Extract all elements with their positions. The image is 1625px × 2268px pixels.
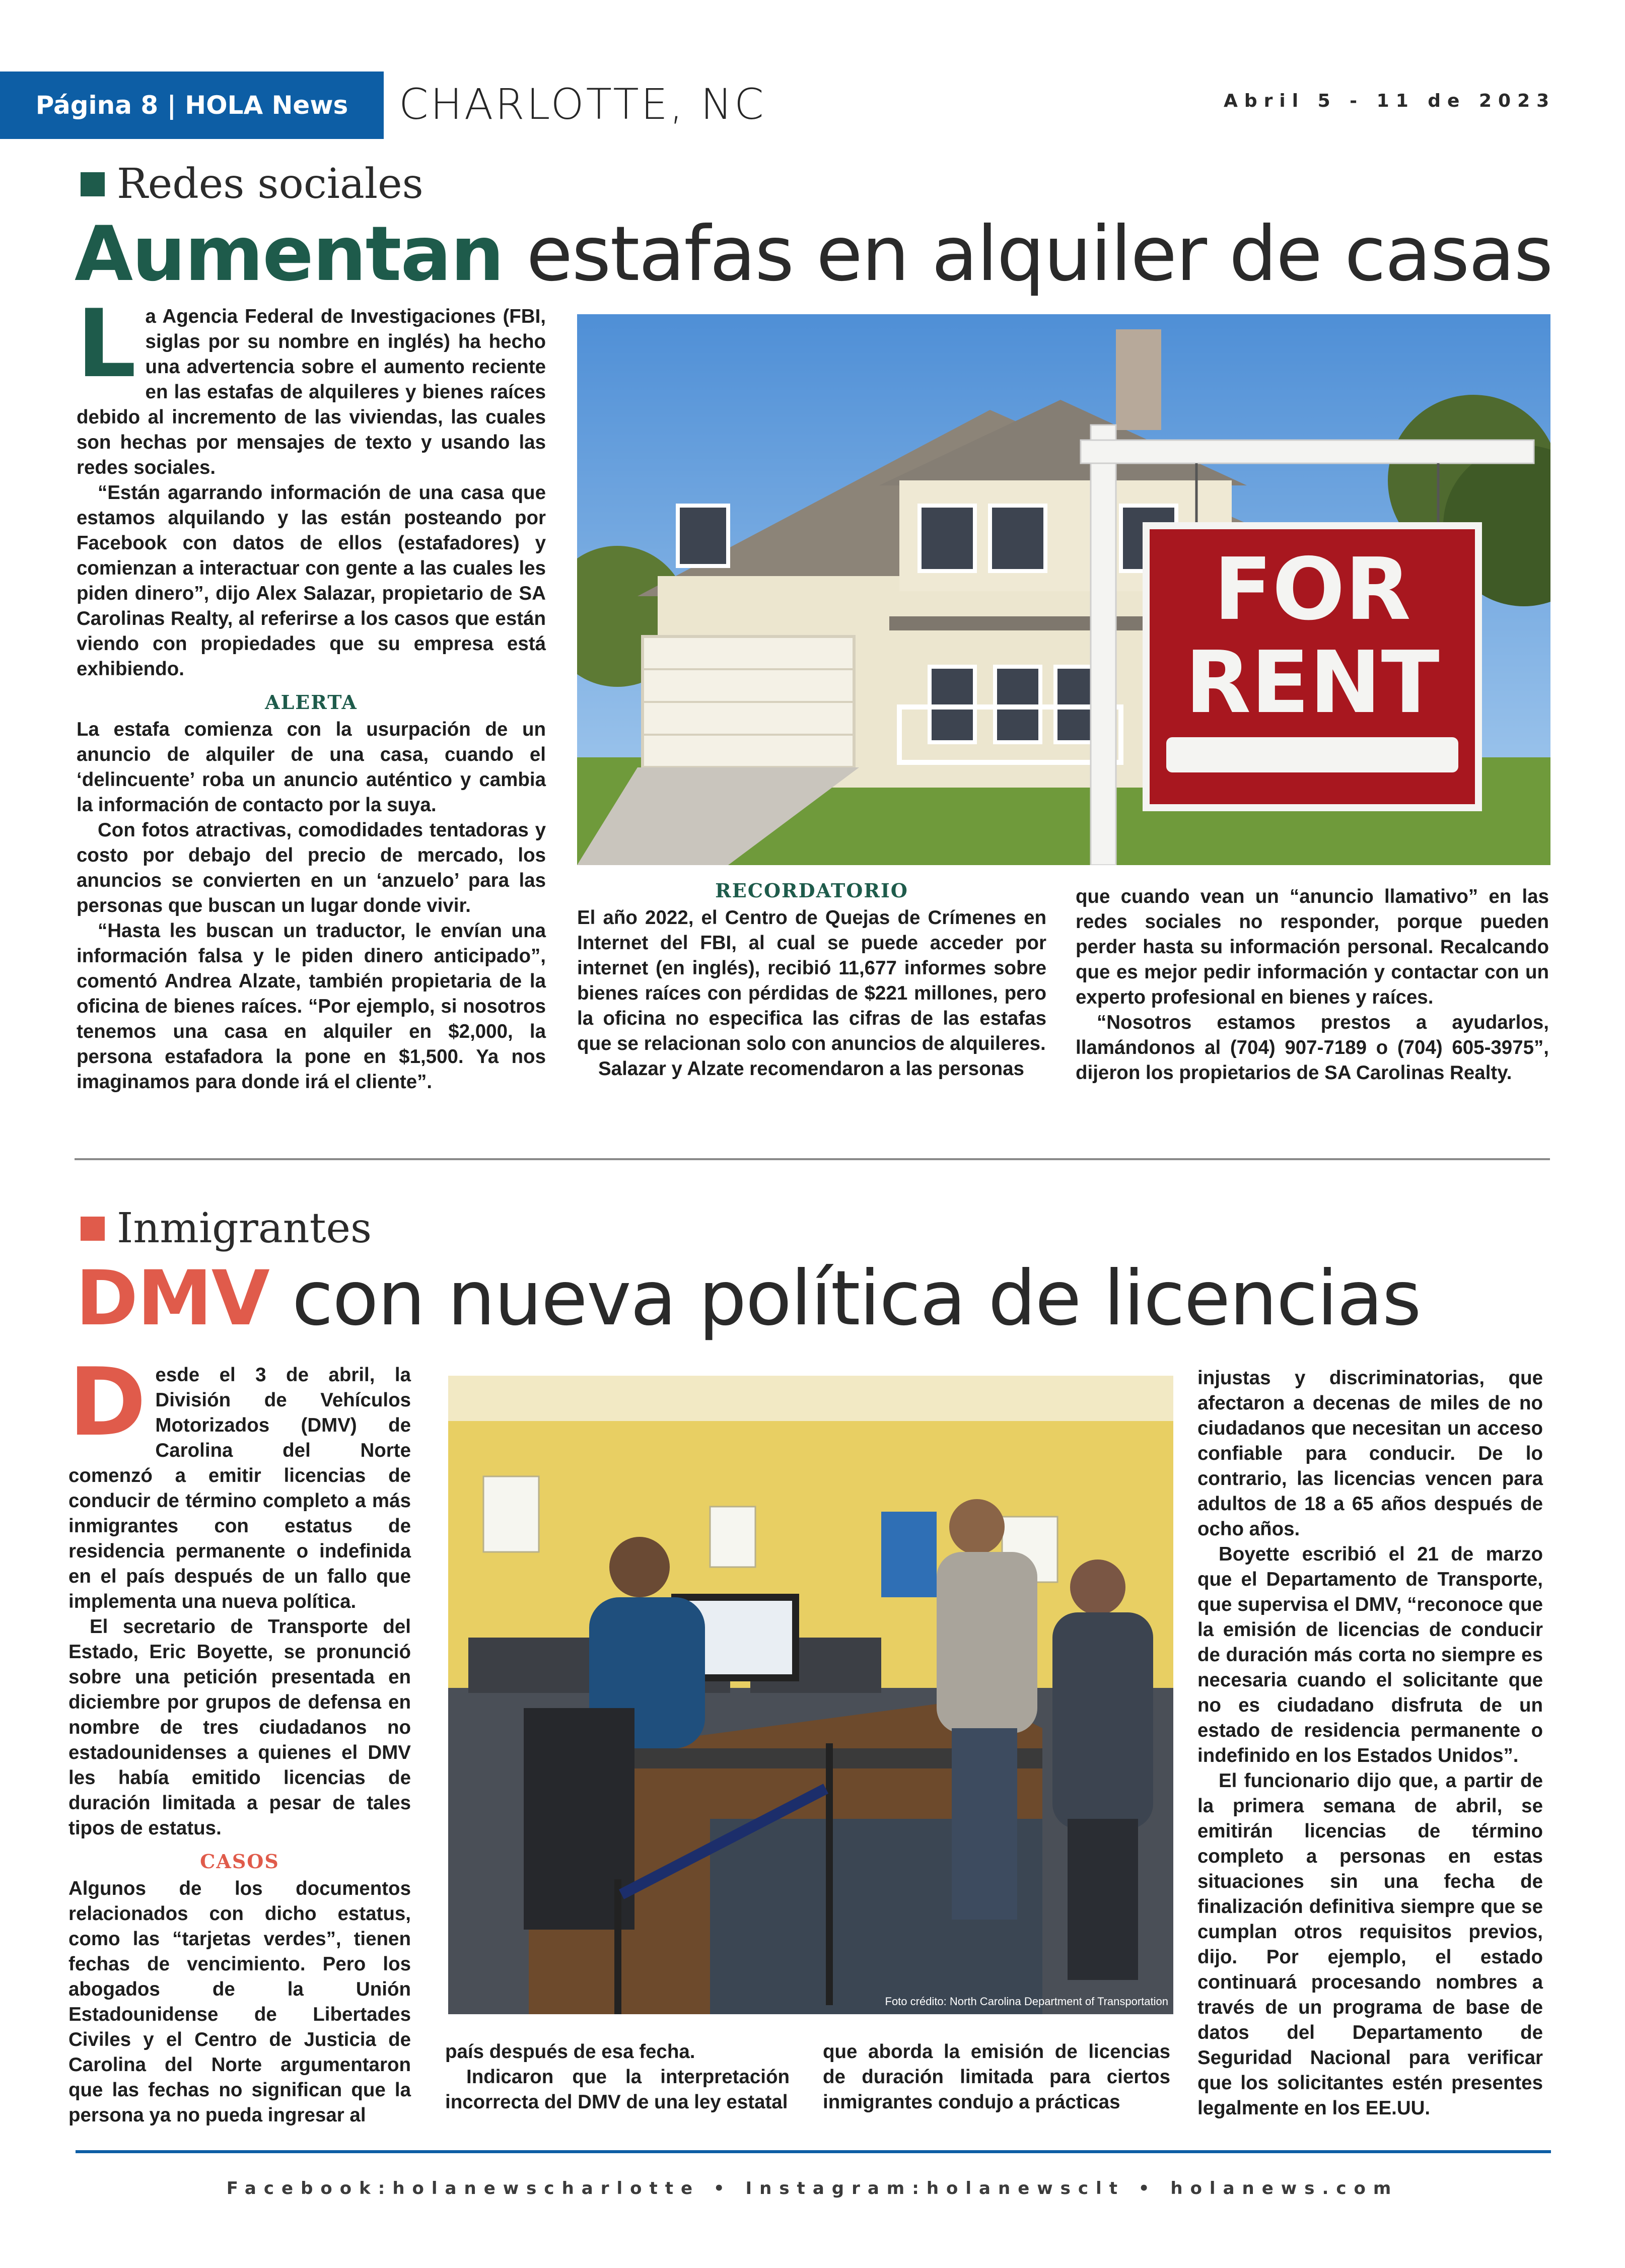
article2-subhead-casos: CASOS	[200, 1850, 279, 1873]
article2-paragraph: Boyette escribió el 21 de marzo que el Departamento de Transporte, que supervisa el DMV, “reconoce que la emisión de licencias de conducir de duración más corta no siempre es necesaria cuando el solicitante que no es ciudadano disfruta de un estado de residencia permanente o indefinido en los Estados Unidos”.	[1197, 1543, 1543, 1766]
article1-kicker-text: Redes sociales	[117, 160, 423, 208]
article1-paragraph: que cuando vean un “anuncio llamativo” en las redes sociales no responder, porque pueden perder hasta su información personal. Recalcando que es mejor pedir información y contactar con un experto profesional en bienes y raíces.	[1076, 886, 1549, 1008]
article2-paragraph: Algunos de los documentos relacionados con dicho estatus, como las “tarjetas verdes”, tienen fechas de vencimiento. Pero los abogados de la Unión Estadounidense de Libertades Civiles y el Centro de Justicia de Carolina del Norte argumentaron que las fechas no significan que la persona ya no pueda ingresar al	[68, 1878, 411, 2126]
kicker-square-icon	[81, 172, 105, 196]
page-label: Página 8 | HOLA News	[0, 72, 384, 139]
article2-column2	[445, 2039, 790, 2115]
article1-headline-bold: Aumentan	[75, 210, 504, 298]
article1-subhead-recordatorio: RECORDATORIO	[715, 879, 908, 902]
house-for-rent-photo	[577, 314, 1550, 865]
article2-paragraph: que aborda la emisión de licencias de duración limitada para ciertos inmigrantes condujo a prácticas	[823, 2041, 1170, 2113]
article2-headline-bold: DMV	[76, 1255, 269, 1342]
article2-headline	[76, 1255, 1421, 1342]
city-label: CHARLOTTE, NC	[399, 80, 766, 129]
article2-kicker	[81, 1204, 372, 1252]
article1-drop-cap: L	[77, 289, 136, 398]
article2-column4	[1197, 1366, 1543, 2121]
article1-column3	[1076, 884, 1549, 1086]
article2-paragraph: El funcionario dijo que, a partir de la primera semana de abril, se emitirán licencias de término completo a personas en estas situaciones sin una fecha de finalización definitiva siempre que se cumplan otros requisitos previos, dijo. Por ejemplo, el estado continuará procesando nombres a través de un programa de base de datos del Departamento de Seguridad Nacional para verificar que los solicitantes estén presentes legalmente en los EE.UU.	[1197, 1770, 1543, 2119]
article1-column1	[77, 289, 546, 1095]
article1-paragraph: El año 2022, el Centro de Quejas de Crímenes en Internet del FBI, al cual se puede acceder por internet (en inglés), recibió 11,677 informes sobre bienes raíces con pérdidas de $221 millones, pero la oficina no especifica las cifras de las estafas que se relacionan solo con anuncios de alquileres.	[577, 907, 1046, 1054]
article1-paragraph: La estafa comienza con la usurpación de un anuncio de alquiler de una casa, cuando el ‘delincuente’ roba un anuncio auténtico y cambia la información de contacto por la suya.	[77, 719, 546, 816]
dmv-office-photo	[448, 1376, 1173, 2014]
article2-paragraph: El secretario de Transporte del Estado, Eric Boyette, se pronunció sobre una petición presentada en diciembre por grupos de defensa en nombre de tres ciudadanos no estadounidenses a quienes el DMV les había emitido licencias de duración limitada a pesar de tales tipos de estatus.	[68, 1616, 411, 1839]
article2-headline-rest: con nueva política de licencias	[268, 1255, 1421, 1342]
house-illustration	[577, 314, 1550, 865]
article1-subhead-alerta: ALERTA	[265, 691, 358, 714]
article1-column2	[577, 878, 1046, 1082]
article1-headline	[75, 210, 1552, 298]
article1-paragraph: Salazar y Alzate recomendaron a las personas	[598, 1058, 1024, 1080]
article2-paragraph: esde el 3 de abril, la División de Vehículos Motorizados (DMV) de Carolina del Norte comenzó a emitir licencias de conducir de término completo a más inmigrantes con estatus de residencia permanente o indefinida en el país después de un fallo que implementa una nueva política.	[68, 1364, 411, 1612]
article2-paragraph: Indicaron que la interpretación incorrecta del DMV de una ley estatal	[445, 2066, 790, 2113]
kicker-square-icon	[81, 1217, 105, 1241]
footer-social-links: Facebook:holanewscharlotte • Instagram:holanewsclt • holanews.com	[226, 2178, 1399, 2199]
article1-paragraph: “Nosotros estamos prestos a ayudarlos, llamándonos al (704) 907-7189 o (704) 605-3975”, dijeron los propietarios de SA Carolinas Realty.	[1076, 1012, 1549, 1084]
article1-paragraph: Con fotos atractivas, comodidades tentadoras y costo por debajo del precio de mercado, los anuncios se convierten en un ‘anzuelo’ para las personas que buscan un lugar donde vivir.	[77, 819, 546, 916]
article1-headline-rest: estafas en alquiler de casas	[503, 210, 1552, 298]
footer-rule	[76, 2150, 1551, 2153]
dmv-office-illustration	[448, 1376, 1173, 2014]
article2-column1	[68, 1348, 411, 2128]
article2-column3	[823, 2039, 1170, 2115]
sign-text-rent: RENT	[1185, 633, 1440, 733]
sign-text-for: FOR	[1214, 540, 1411, 640]
article1-kicker	[81, 160, 423, 208]
article2-drop-cap: D	[68, 1348, 147, 1457]
photo-credit: Foto crédito: North Carolina Department of Transportation	[885, 1995, 1168, 2008]
article1-paragraph: a Agencia Federal de Investigaciones (FBI, siglas por su nombre en inglés) ha hecho una advertencia sobre el aumento reciente en las estafas de alquileres y bienes raíces debido al incremento de las viviendas, las cuales son hechas por mensajes de texto y usando las redes sociales.	[77, 306, 546, 478]
section-divider	[75, 1158, 1550, 1160]
article2-paragraph: país después de esa fecha.	[445, 2041, 695, 2063]
article1-paragraph: “Hasta les buscan un traductor, le envían una información falsa y le piden dinero anticipado”, comentó Andrea Alzate, también propietaria de la oficina de bienes raíces. “Por ejemplo, si nosotros tenemos una casa en alquiler en $2,000, la persona estafadora la pone en $1,500. Ya nos imaginamos para donde irá el cliente”.	[77, 920, 546, 1093]
article1-paragraph: “Están agarrando información de una casa que estamos alquilando y las están posteando por Facebook con datos de ellos (estafadores) y comienzan a interactuar con gente a las cuales les piden dinero”, dijo Alex Salazar, propietario de SA Carolinas Realty, al referirse a los casos que están viendo con propiedades que su empresa está exhibiendo.	[77, 482, 546, 680]
article2-paragraph: injustas y discriminatorias, que afectaron a decenas de miles de no ciudadanos que necesitan un acceso confiable para conducir. De lo contrario, las licencias vencen para adultos de 18 a 65 años después de ocho años.	[1197, 1367, 1543, 1540]
issue-date: Abril 5 - 11 de 2023	[1224, 91, 1556, 111]
article2-kicker-text: Inmigrantes	[117, 1204, 372, 1252]
